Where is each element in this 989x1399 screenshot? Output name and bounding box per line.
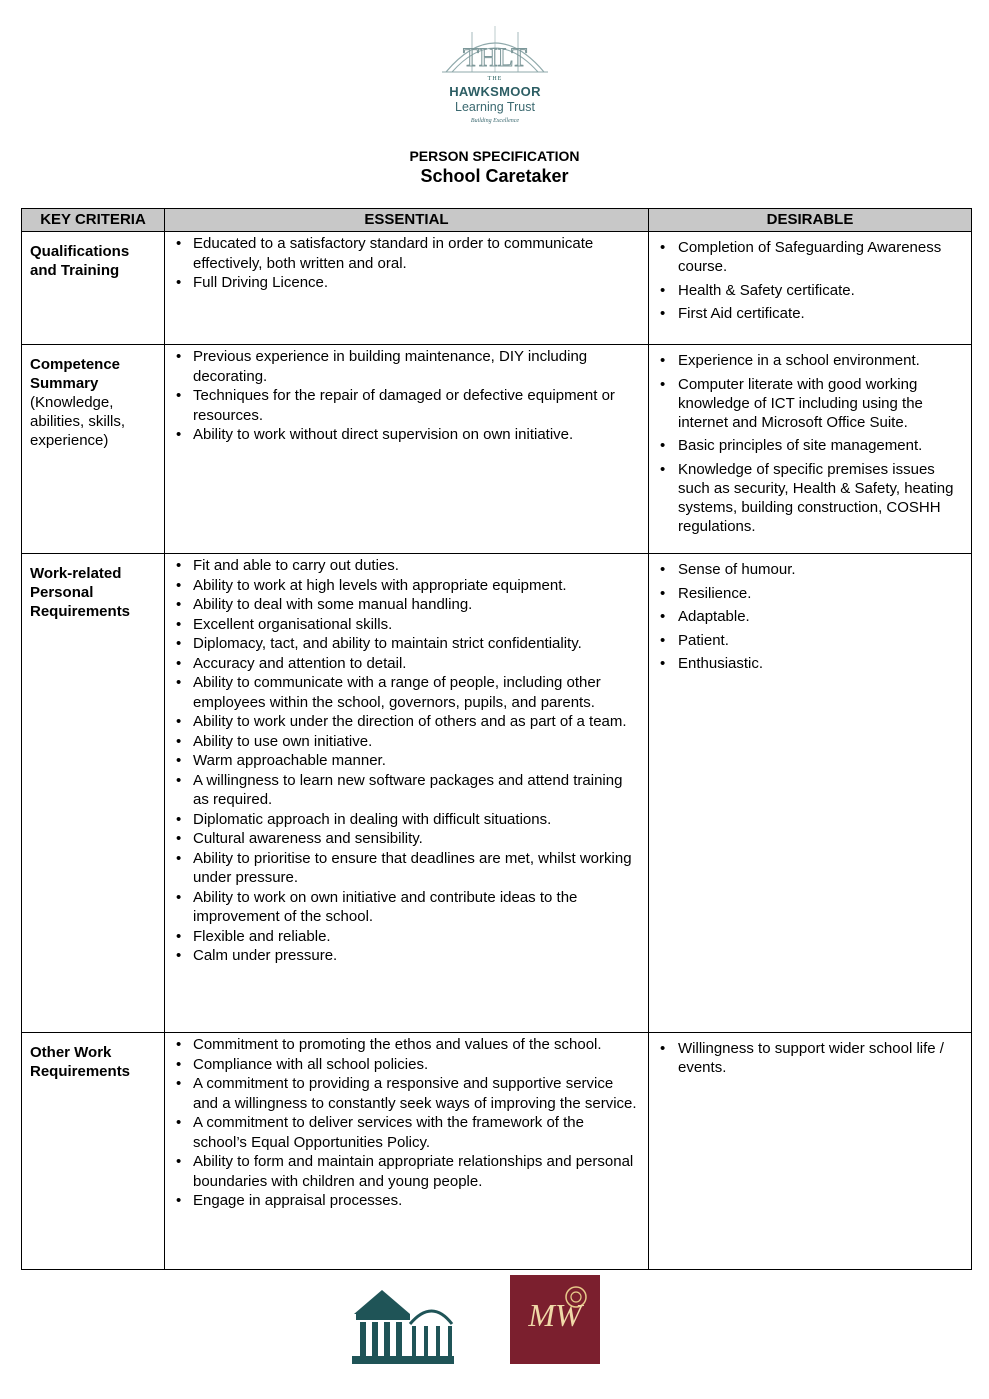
essential-item: • Ability to work on own initiative and contribute ideas to the improvement of the school. (173, 888, 640, 927)
desirable-item: • Computer literate with good working knowledge of ICT including using the internet and Microsoft Office Suite. (657, 375, 963, 432)
essential-item: • Ability to work at high levels with appropriate equipment. (173, 576, 640, 596)
criteria-title: Other Work Requirements (30, 1044, 131, 1080)
table-row (22, 345, 972, 554)
criteria-note: (Knowledge, abilities, skills, experience) (30, 394, 126, 449)
essential-cell (165, 1033, 649, 1270)
desirable-cell (649, 554, 972, 1033)
essential-item: • Ability to form and maintain appropriate relationships and personal boundaries with children and young people. (173, 1152, 640, 1191)
table-row (22, 554, 972, 1033)
essential-item: • Techniques for the repair of damaged or defective equipment or resources. (173, 386, 640, 425)
table-header-row (22, 209, 972, 232)
criteria-title: Qualifications and Training (30, 243, 130, 279)
criteria-cell (22, 232, 165, 345)
essential-item: • Ability to work without direct supervision on own initiative. (173, 425, 640, 445)
desirable-item: • Adaptable. (657, 607, 963, 626)
desirable-item: • Health & Safety certificate. (657, 281, 963, 300)
desirable-list (657, 1039, 963, 1077)
table-row (22, 1033, 972, 1270)
essential-item: • A willingness to learn new software packages and attend training as required. (173, 771, 640, 810)
criteria-cell (22, 1033, 165, 1270)
desirable-item: • Knowledge of specific premises issues such as security, Health & Safety, heating systems, building construction, COSHH regulations. (657, 460, 963, 536)
essential-item: • Ability to prioritise to ensure that deadlines are met, whilst working under pressure. (173, 849, 640, 888)
desirable-list (657, 560, 963, 673)
desirable-item: • Enthusiastic. (657, 654, 963, 673)
logo-the: THE (487, 76, 503, 82)
criteria-cell (22, 554, 165, 1033)
essential-item: • Previous experience in building maintenance, DIY including decorating. (173, 347, 640, 386)
essential-cell (165, 232, 649, 345)
criteria-cell (22, 345, 165, 554)
essential-item: • Fit and able to carry out duties. (173, 556, 640, 576)
trust-logo (438, 22, 552, 130)
bridge-arch-icon (438, 22, 552, 82)
essential-item: • A commitment to providing a responsive and supportive service and a willingness to constantly seek ways of improving the service. (173, 1074, 640, 1113)
essential-item: • Ability to communicate with a range of people, including other employees within the school, governors, pupils, and parents. (173, 673, 640, 712)
person-spec-table (21, 208, 972, 1270)
criteria-title: Work-related Personal Requirements (30, 565, 131, 620)
essential-item: • Compliance with all school policies. (173, 1055, 640, 1075)
essential-item: • A commitment to deliver services with the framework of the school’s Equal Opportunities Policy. (173, 1113, 640, 1152)
desirable-cell (649, 1033, 972, 1270)
header-essential: ESSENTIAL (165, 209, 649, 232)
criteria-title: Competence Summary (30, 356, 121, 392)
desirable-list (657, 238, 963, 323)
essential-item: • Accuracy and attention to detail. (173, 654, 640, 674)
essential-item: • Warm approachable manner. (173, 751, 640, 771)
logo-subtitle: Learning Trust (455, 100, 535, 114)
essential-item: • Full Driving Licence. (173, 273, 640, 293)
desirable-item: • Resilience. (657, 584, 963, 603)
desirable-item: • Basic principles of site management. (657, 436, 963, 455)
essential-item: • Excellent organisational skills. (173, 615, 640, 635)
essential-list (173, 234, 640, 293)
building-icon (352, 1284, 454, 1366)
building-logo (352, 1284, 454, 1366)
essential-item: • Educated to a satisfactory standard in order to communicate effectively, both written and oral. (173, 234, 640, 273)
desirable-list (657, 351, 963, 536)
job-title: School Caretaker (420, 166, 569, 186)
desirable-cell (649, 345, 972, 554)
table-row (22, 232, 972, 345)
essential-item: • Diplomacy, tact, and ability to maintain strict confidentiality. (173, 634, 640, 654)
header-key-criteria: KEY CRITERIA (22, 209, 165, 232)
desirable-item: • Experience in a school environment. (657, 351, 963, 370)
header-desirable: DESIRABLE (649, 209, 972, 232)
document-heading: PERSON SPECIFICATION (409, 148, 580, 164)
essential-item: • Calm under pressure. (173, 946, 640, 966)
essential-item: • Engage in appraisal processes. (173, 1191, 640, 1211)
essential-item: • Ability to deal with some manual handling. (173, 595, 640, 615)
essential-item: • Ability to work under the direction of others and as part of a team. (173, 712, 640, 732)
desirable-item: • Completion of Safeguarding Awareness course. (657, 238, 963, 276)
essential-list (173, 556, 640, 966)
essential-item: • Commitment to promoting the ethos and values of the school. (173, 1035, 640, 1055)
essential-cell (165, 345, 649, 554)
desirable-item: • Sense of humour. (657, 560, 963, 579)
essential-item: • Ability to use own initiative. (173, 732, 640, 752)
desirable-item: • First Aid certificate. (657, 304, 963, 323)
essential-item: • Diplomatic approach in dealing with difficult situations. (173, 810, 640, 830)
desirable-item: • Patient. (657, 631, 963, 650)
school-crest-logo (510, 1275, 600, 1364)
essential-list (173, 1035, 640, 1211)
essential-item: • Flexible and reliable. (173, 927, 640, 947)
essential-cell (165, 554, 649, 1033)
logo-name: HAWKSMOOR (449, 84, 541, 99)
logo-tagline: Building Excellence (470, 118, 520, 124)
essential-item: • Cultural awareness and sensibility. (173, 829, 640, 849)
desirable-cell (649, 232, 972, 345)
crest-monogram: MW (528, 1297, 582, 1333)
logo-monogram: THLT (462, 43, 528, 72)
essential-list (173, 347, 640, 445)
desirable-item: • Willingness to support wider school life / events. (657, 1039, 963, 1077)
